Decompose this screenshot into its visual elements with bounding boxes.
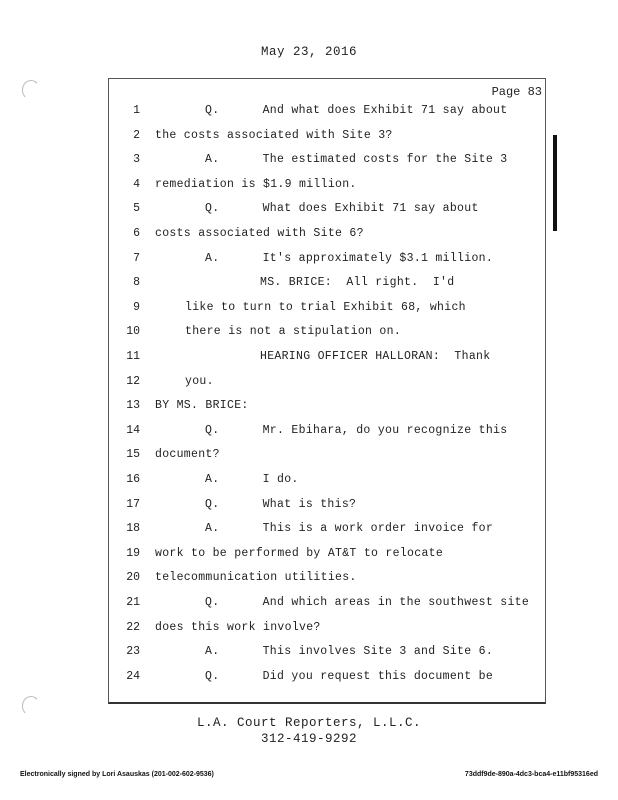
hole-punch-top [22, 80, 40, 100]
line-number: 1 [133, 104, 140, 117]
line-number: 23 [126, 645, 140, 659]
line-number: 20 [126, 571, 140, 585]
transcript-line-text: Q. And what does Exhibit 71 say about [205, 104, 508, 117]
transcript-line-text: remediation is $1.9 million. [155, 177, 357, 191]
line-number: 6 [133, 227, 140, 240]
line-number: 7 [133, 251, 140, 265]
transcript-line-text: Q. Mr. Ebihara, do you recognize this [205, 423, 508, 437]
court-reporter-name: L.A. Court Reporters, L.L.C. [196, 716, 422, 730]
transcript-frame [108, 78, 546, 704]
line-number: 19 [126, 546, 140, 560]
transcript-line-text: Q. And which areas in the southwest site [205, 596, 530, 609]
line-number: 10 [126, 325, 140, 339]
hole-punch-bottom [22, 696, 40, 716]
document-id: 73ddf9de-890a-4dc3-bca4-e11bf95316ed [464, 771, 598, 778]
transcript-line-text: telecommunication utilities. [155, 571, 357, 585]
line-number: 4 [133, 177, 140, 191]
transcript-line-text: A. I do. [205, 473, 299, 486]
line-number: 2 [133, 128, 140, 142]
line-number: 13 [126, 399, 140, 413]
transcript-line-text: the costs associated with Site 3? [155, 128, 393, 142]
transcript-date: May 23, 2016 [260, 45, 357, 59]
transcript-line-text: you. [185, 374, 214, 388]
line-number: 11 [126, 350, 140, 363]
electronic-signature: Electronically signed by Lori Asauskas (201-002-602-9536) [20, 771, 214, 778]
transcript-line-text: Q. What is this? [205, 497, 357, 511]
line-number: 3 [133, 153, 140, 167]
transcript-line-text: HEARING OFFICER HALLORAN: Thank [260, 350, 491, 363]
transcript-line-text: A. This is a work order invoice for [205, 522, 494, 536]
transcript-line-text: Q. What does Exhibit 71 say about [205, 202, 479, 216]
line-number: 5 [133, 202, 140, 216]
transcript-line-text: A. This involves Site 3 and Site 6. [205, 645, 494, 659]
line-number: 12 [126, 374, 140, 388]
transcript-line-text: like to turn to trial Exhibit 68, which [185, 300, 466, 314]
transcript-line-text: work to be performed by AT&T to relocate [155, 546, 444, 560]
page-number: Page 83 [491, 85, 542, 99]
transcript-line-text: document? [155, 448, 220, 462]
transcript-line-text: BY MS. BRICE: [155, 399, 249, 413]
transcript-line-text: there is not a stipulation on. [185, 325, 402, 339]
transcript-line-text: Q. Did you request this document be [205, 669, 494, 683]
transcript-line-text: MS. BRICE: All right. I'd [260, 276, 455, 290]
line-number: 9 [133, 300, 140, 314]
line-number: 18 [126, 522, 140, 536]
line-number: 15 [126, 448, 140, 462]
transcript-line-text: A. The estimated costs for the Site 3 [205, 153, 508, 167]
line-number: 24 [126, 669, 140, 683]
transcript-line-text: A. It's approximately $3.1 million. [205, 251, 494, 265]
line-number: 16 [126, 473, 140, 486]
margin-bar [553, 135, 557, 231]
line-number: 17 [126, 497, 140, 511]
transcript-line-text: does this work involve? [155, 620, 321, 634]
line-number: 14 [126, 423, 140, 437]
line-number: 8 [133, 276, 140, 290]
transcript-line-text: costs associated with Site 6? [155, 227, 364, 240]
line-number: 21 [126, 596, 140, 609]
line-number: 22 [126, 620, 140, 634]
court-reporter-phone: 312-419-9292 [260, 732, 357, 746]
